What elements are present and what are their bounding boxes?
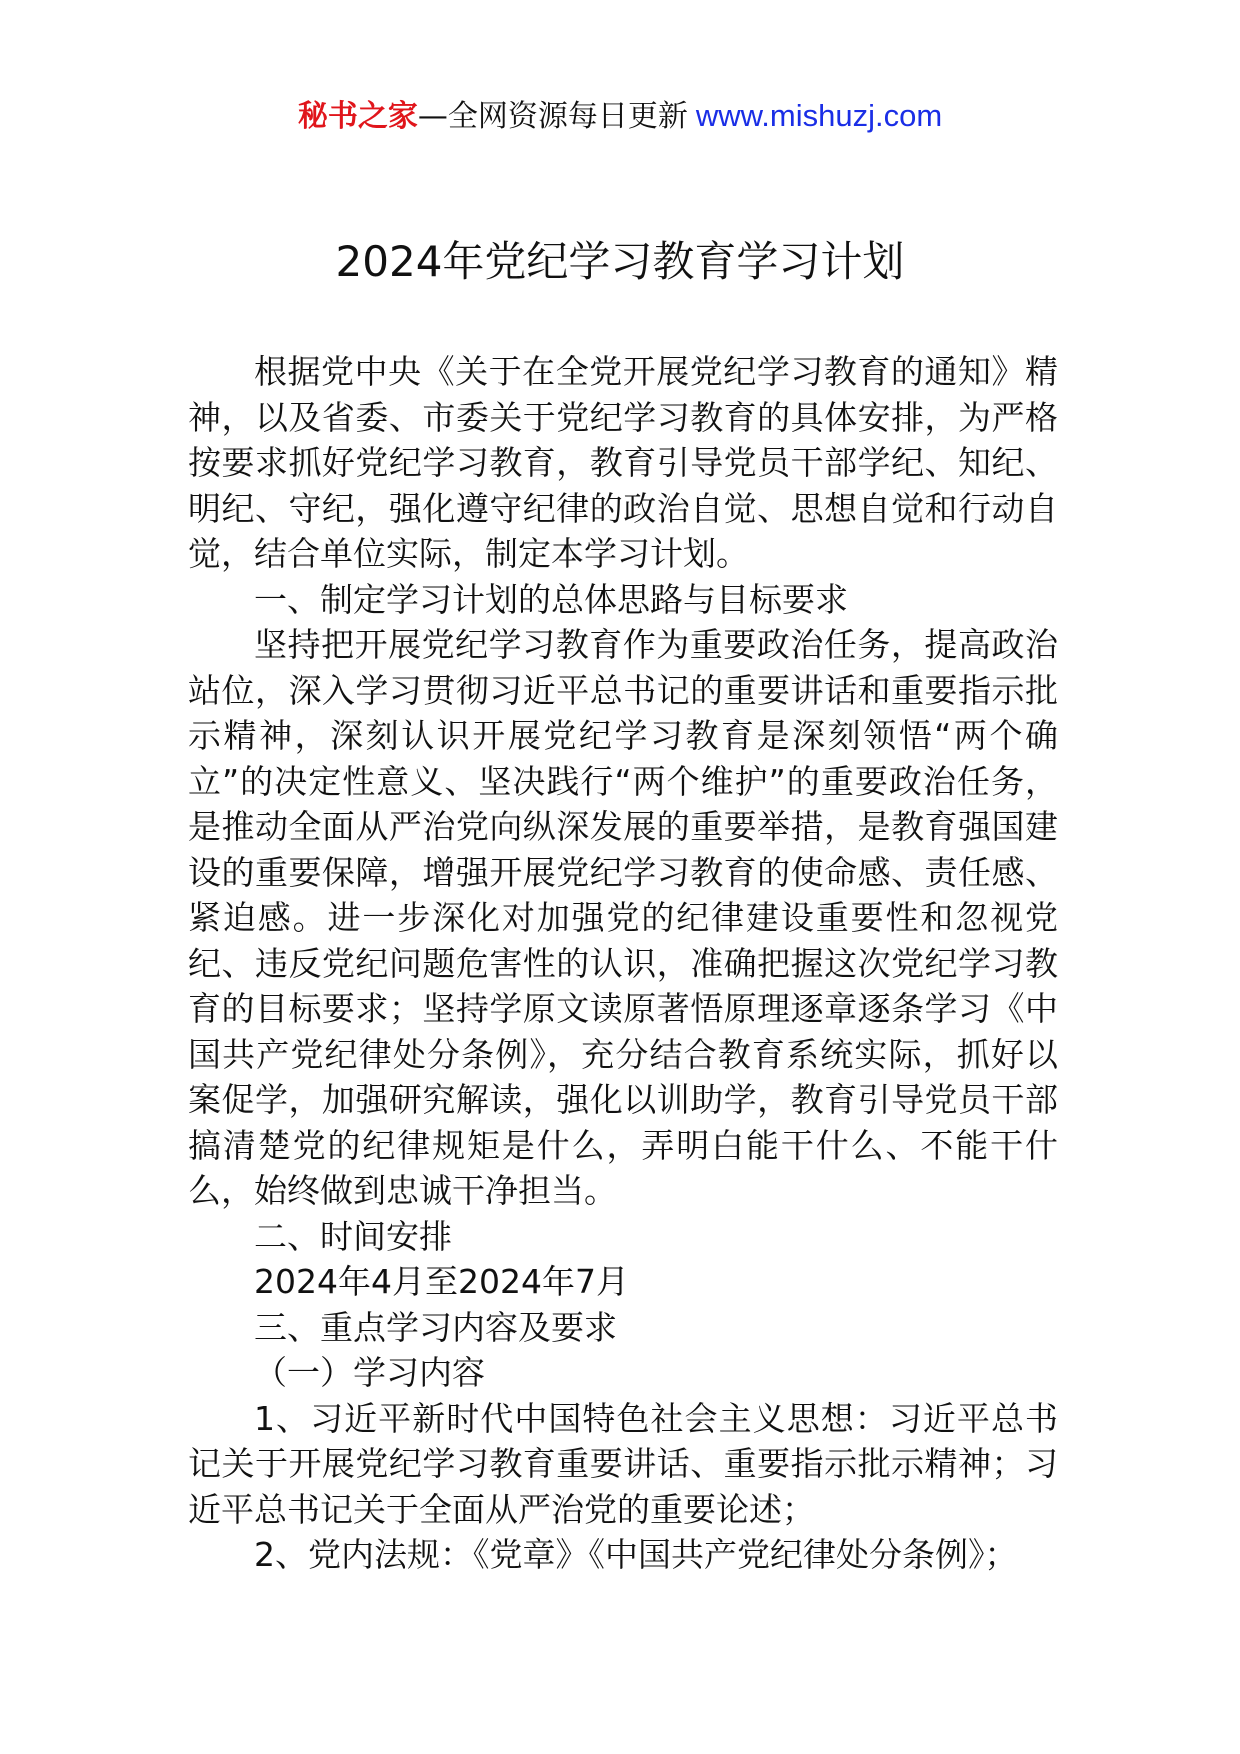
list-item-2: 2、党内法规：《党章》《中国共产党纪律处分条例》； bbox=[254, 1535, 1018, 1574]
paragraph-intro: 根据党中央《关于在全党开展党纪学习教育的通知》精神，以及省委、市委关于党纪学习教育的具体安排，为严格按要求抓好党纪学习教育，教育引导党员干部学纪、知纪、明纪、守纪，强化遵守纪律的政治自觉、思想自觉和行动自觉，结合单位实际，制定本学习计划。 bbox=[188, 352, 1058, 573]
paragraph-approach: 坚持把开展党纪学习教育作为重要政治任务，提高政治站位，深入学习贯彻习近平总书记的重要讲话和重要指示批示精神，深刻认识开展党纪学习教育是深刻领悟“两个确立”的决定性意义、坚决践行“两个维护”的重要政治任务，是推动全面从严治党向纵深发展的重要举措，是教育强国建设的重要保障，增强开展党纪学习教育的使命感、责任感、紧迫感。进一步深化对加强党的纪律建设重要性和忽视党纪、违反党纪问题危害性的认识，准确把握这次党纪学习教育的目标要求；坚持学原文读原著悟原理逐章逐条学习《中国共产党纪律处分条例》，充分结合教育系统实际，抓好以案促学，加强研究解读，强化以训助学，教育引导党员干部搞清楚党的纪律规矩是什么，弄明白能干什么、不能干什么，始终做到忠诚干净担当。 bbox=[188, 625, 1058, 1210]
document-title: 2024年党纪学习教育学习计划 bbox=[335, 237, 905, 286]
header-slogan: —全网资源每日更新 bbox=[417, 99, 688, 134]
document-body bbox=[188, 349, 1058, 1578]
section-heading-3: 三、重点学习内容及要求 bbox=[254, 1307, 617, 1347]
section-heading-2: 二、时间安排 bbox=[254, 1216, 452, 1256]
subsection-heading-1: （一）学习内容 bbox=[254, 1353, 485, 1392]
site-url-link[interactable]: www.mishuzj.com bbox=[695, 98, 943, 133]
schedule-text: 2024年4月至2024年7月 bbox=[254, 1262, 629, 1301]
site-header bbox=[0, 96, 1240, 137]
brand-name: 秘书之家 bbox=[297, 99, 418, 134]
list-item-1: 1、习近平新时代中国特色社会主义思想：习近平总书记关于开展党纪学习教育重要讲话、重要指示批示精神；习近平总书记关于全面从严治党的重要论述； bbox=[188, 1398, 1058, 1529]
section-heading-1: 一、制定学习计划的总体思路与目标要求 bbox=[254, 579, 848, 619]
